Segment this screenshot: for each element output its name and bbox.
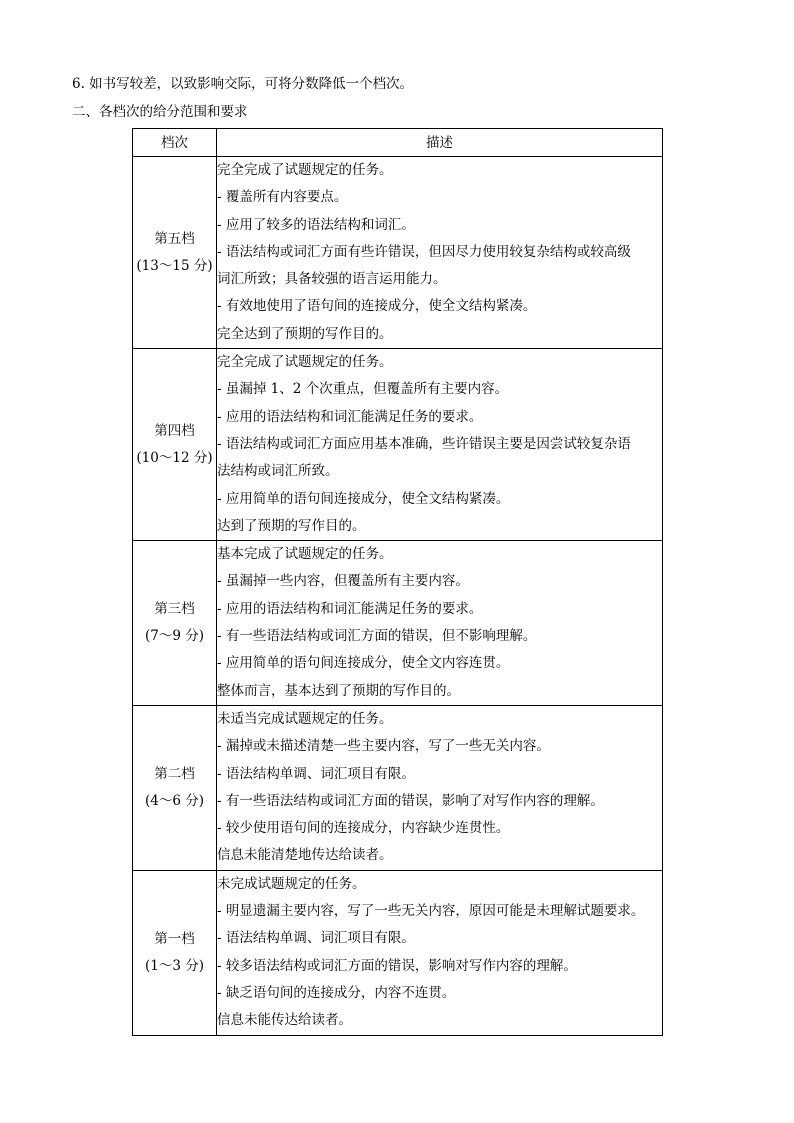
description-bullet-text: - 虽漏掉一些内容，但覆盖所有主要内容。	[217, 573, 469, 590]
description-bullet	[217, 404, 662, 431]
description-intro: 完全完成了试题规定的任务。	[217, 162, 393, 178]
description-bullet-text: - 语法结构或词汇方面有些许错误，但因尽力使用较复杂结构或较高级	[217, 243, 631, 260]
description-bullet	[217, 953, 662, 980]
rubric-table	[132, 128, 663, 1036]
description-cell	[217, 349, 663, 541]
description-intro: 基本完成了试题规定的任务。	[217, 546, 393, 563]
description-intro: 完全完成了试题规定的任务。	[217, 354, 393, 371]
table-row	[133, 870, 663, 1035]
description-bullet	[217, 212, 662, 239]
level-name: 第二档	[154, 765, 195, 782]
level-score-range: (1～3 分)	[144, 957, 204, 974]
description-cell	[217, 705, 663, 870]
description-bullet	[217, 376, 662, 403]
description-bullet-text: - 有一些语法结构或词汇方面的错误，影响了对写作内容的理解。	[217, 792, 604, 809]
description-intro: 未适当完成试题规定的任务。	[217, 710, 393, 727]
description-bullet	[217, 925, 662, 952]
description-bullet	[217, 898, 662, 925]
description-bullet-text: - 有一些语法结构或词汇方面的错误，但不影响理解。	[217, 628, 537, 645]
description-bullet-text: - 较少使用语句间的连接成分，内容缺少连贯性。	[217, 820, 510, 837]
level-score-range: (7～9 分)	[144, 628, 204, 645]
rubric-body	[133, 157, 663, 1036]
description-bullet	[217, 761, 662, 788]
description-bullet	[217, 431, 662, 486]
level-cell	[133, 705, 217, 870]
level-cell	[133, 157, 217, 349]
description-bullet	[217, 788, 662, 815]
description-conclusion: 整体而言，基本达到了预期的写作目的。	[217, 682, 460, 699]
description-bullet	[217, 623, 662, 650]
description-bullet-text: - 缺乏语句间的连接成分，内容不连贯。	[217, 984, 456, 1001]
level-score-range: (10～12 分)	[136, 449, 213, 466]
description-cell	[217, 157, 663, 349]
description-bullet-text: - 覆盖所有内容要点。	[217, 189, 348, 206]
description-bullet-text: - 有效地使用了语句间的连接成分，使全文结构紧凑。	[217, 298, 537, 315]
description-bullet-text: 法结构或词汇所致。	[217, 463, 339, 480]
level-score-range: (4～6 分)	[144, 792, 204, 809]
description-bullet-text: - 明显遗漏主要内容，写了一些无关内容，原因可能是未理解试题要求。	[217, 903, 645, 920]
description-bullet-text: - 虽漏掉 1、2 个次重点，但覆盖所有主要内容。	[217, 381, 509, 398]
description-conclusion: 信息未能清楚地传达给读者。	[217, 847, 393, 864]
description-cell	[217, 541, 663, 706]
description-bullet	[217, 293, 662, 320]
level-name: 第五档	[154, 230, 195, 247]
scoring-note: 6. 如书写较差，以致影响交际，可将分数降低一个档次。	[72, 76, 414, 92]
level-score-range: (13～15 分)	[136, 257, 213, 274]
level-name: 第四档	[154, 422, 195, 439]
description-bullet	[217, 239, 662, 294]
description-bullet	[217, 733, 662, 760]
description-bullet-text: - 语法结构单调、词汇项目有限。	[217, 930, 415, 947]
description-bullet-text: - 漏掉或未描述清楚一些主要内容，写了一些无关内容。	[217, 738, 550, 755]
header-description: 描述	[217, 129, 663, 157]
description-bullet-text: - 应用简单的语句间连接成分，使全文结构紧凑。	[217, 490, 510, 507]
table-row	[133, 705, 663, 870]
description-bullet	[217, 650, 662, 677]
level-name: 第一档	[154, 930, 195, 947]
description-bullet	[217, 815, 662, 842]
table-row	[133, 157, 663, 349]
description-bullet-text: 词汇所致；具备较强的语言运用能力。	[217, 271, 447, 288]
description-bullet-text: - 应用的语法结构和词汇能满足任务的要求。	[217, 600, 483, 617]
level-cell	[133, 870, 217, 1035]
description-bullet-text: - 较多语法结构或词汇方面的错误，影响对写作内容的理解。	[217, 957, 577, 974]
description-bullet	[217, 486, 662, 513]
description-bullet-text: - 语法结构或词汇方面应用基本准确，些许错误主要是因尝试较复杂语	[217, 435, 631, 452]
level-name: 第三档	[154, 601, 195, 618]
section-title: 二、各档次的给分范围和要求	[72, 104, 248, 120]
description-bullet	[217, 184, 662, 211]
description-bullet-text: - 应用简单的语句间连接成分，使全文内容连贯。	[217, 655, 510, 672]
description-bullet-text: - 应用了较多的语法结构和词汇。	[217, 216, 415, 233]
description-bullet-text: - 语法结构单调、词汇项目有限。	[217, 765, 415, 782]
level-cell	[133, 349, 217, 541]
level-cell	[133, 541, 217, 706]
description-bullet-text: - 应用的语法结构和词汇能满足任务的要求。	[217, 408, 483, 425]
description-intro: 未完成试题规定的任务。	[217, 875, 366, 892]
description-conclusion: 信息未能传达给读者。	[217, 1012, 352, 1029]
table-header-row	[133, 129, 663, 157]
description-bullet	[217, 568, 662, 595]
header-level: 档次	[133, 129, 217, 157]
description-cell	[217, 870, 663, 1035]
description-conclusion: 达到了预期的写作目的。	[217, 517, 366, 534]
description-bullet	[217, 980, 662, 1007]
description-conclusion: 完全达到了预期的写作目的。	[217, 325, 393, 342]
table-row	[133, 349, 663, 541]
description-bullet	[217, 596, 662, 623]
table-row	[133, 541, 663, 706]
